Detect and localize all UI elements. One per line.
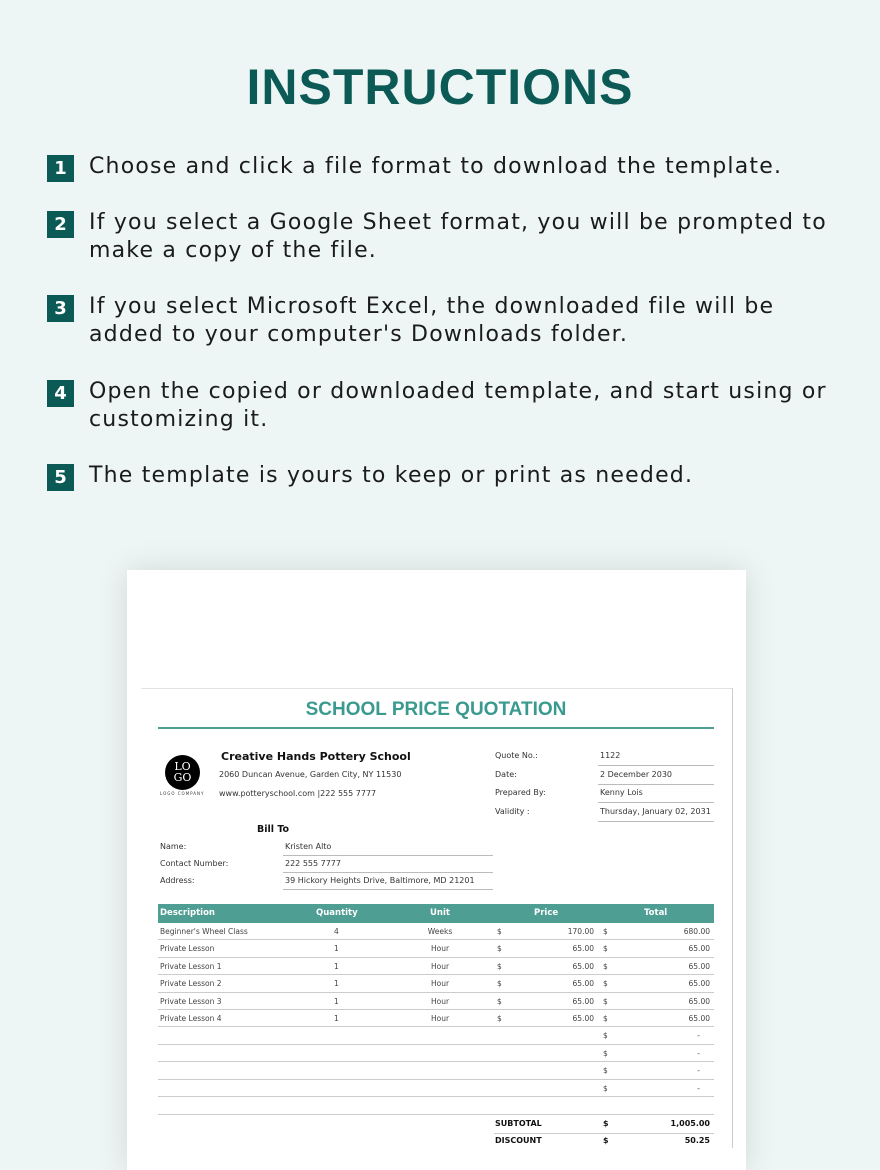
col-unit: Unit — [430, 908, 450, 918]
subtotal-label: SUBTOTAL — [495, 1119, 542, 1128]
meta-label: Prepared By: — [495, 788, 546, 797]
company-contact: www.potteryschool.com |222 555 7777 — [219, 789, 377, 798]
total: 680.00 — [683, 927, 710, 936]
table-row — [158, 1080, 714, 1097]
instruction-step — [47, 464, 849, 491]
bill-to-value: 222 555 7777 — [283, 859, 493, 873]
bill-to-value: 39 Hickory Heights Drive, Baltimore, MD 21201 — [283, 876, 493, 890]
description: Private Lesson 3 — [160, 996, 222, 1006]
quantity: 1 — [334, 944, 339, 954]
table-row: Private Lesson 4 1 Hour $ 65.00 $ 65.00 — [158, 1010, 714, 1027]
price-currency: $ — [497, 961, 502, 971]
col-quantity: Quantity — [316, 908, 358, 918]
bill-to-heading: Bill To — [257, 824, 290, 835]
step-number: 5 — [47, 464, 74, 491]
total: - — [697, 1083, 700, 1093]
table-row: Private Lesson 2 1 Hour $ 65.00 $ 65.00 — [158, 975, 714, 992]
step-number: 4 — [47, 380, 74, 407]
total: - — [697, 1048, 700, 1058]
instruction-step — [47, 380, 849, 434]
currency: $ — [603, 1136, 609, 1145]
meta-value: Kenny Lois — [598, 788, 714, 803]
bill-to-value: Kristen Alto — [283, 842, 493, 856]
table-row: Beginner's Wheel Class 4 Weeks $ 170.00 $ 680.00 — [158, 923, 714, 940]
total: - — [697, 1066, 700, 1076]
table-row: Private Lesson 1 1 Hour $ 65.00 $ 65.00 — [158, 958, 714, 975]
total: - — [697, 1031, 700, 1041]
table-row — [158, 1062, 714, 1079]
subtotal-row — [158, 1115, 714, 1132]
meta-label: Date: — [495, 769, 517, 779]
subtotal-value: 1,005.00 — [670, 1119, 710, 1128]
bill-to-label: Name: — [160, 842, 187, 851]
price: 65.00 — [572, 996, 594, 1006]
total-currency: $ — [603, 1031, 608, 1041]
table-row: Private Lesson 1 Hour $ 65.00 $ 65.00 — [158, 940, 714, 957]
price: 65.00 — [572, 944, 594, 954]
bill-to-label: Address: — [160, 875, 195, 885]
discount-value: 50.25 — [684, 1136, 710, 1145]
step-number: 2 — [47, 211, 74, 238]
company-address: 2060 Duncan Avenue, Garden City, NY 11530 — [219, 770, 402, 779]
price: 65.00 — [572, 979, 594, 989]
discount-label: DISCOUNT — [495, 1136, 542, 1145]
instruction-step — [47, 211, 849, 265]
quantity: 1 — [334, 1014, 339, 1023]
col-total: Total — [644, 908, 668, 918]
total-currency: $ — [603, 1014, 608, 1023]
step-text: If you select a Google Sheet format, you will be prompted to make a copy of the file. — [89, 210, 827, 263]
table-row — [158, 1045, 714, 1062]
total-currency: $ — [603, 1083, 608, 1093]
discount-row — [494, 1133, 714, 1150]
price-currency: $ — [497, 944, 502, 954]
instruction-step — [47, 295, 849, 349]
company-logo — [165, 755, 200, 790]
price-currency: $ — [497, 927, 502, 936]
description: Private Lesson 2 — [160, 979, 222, 989]
table-row: Private Lesson 3 1 Hour $ 65.00 $ 65.00 — [158, 993, 714, 1010]
logo-text: LO GO — [173, 760, 192, 784]
total-currency: $ — [603, 1066, 608, 1076]
quantity: 4 — [334, 927, 339, 936]
meta-label: Quote No.: — [495, 751, 538, 760]
quantity: 1 — [334, 961, 339, 971]
table-header — [158, 904, 714, 923]
description: Private Lesson — [160, 944, 215, 954]
step-text: Open the copied or downloaded template, and start using or customizing it. — [89, 379, 827, 432]
price: 65.00 — [572, 1014, 594, 1023]
col-price: Price — [534, 908, 559, 918]
total: 65.00 — [688, 944, 710, 954]
quotation-title: SCHOOL PRICE QUOTATION — [158, 699, 714, 729]
total-currency: $ — [603, 996, 608, 1006]
table-row — [158, 1027, 714, 1044]
price-currency: $ — [497, 996, 502, 1006]
total: 65.00 — [688, 961, 710, 971]
currency: $ — [603, 1119, 609, 1128]
table-spacer — [158, 1098, 714, 1115]
price: 170.00 — [567, 927, 594, 936]
step-text: Choose and click a file format to download the template. — [89, 154, 783, 179]
instructions-title: INSTRUCTIONS — [246, 59, 634, 115]
total: 65.00 — [688, 996, 710, 1006]
description: Private Lesson 1 — [160, 961, 222, 971]
quantity: 1 — [334, 979, 339, 989]
meta-value: 2 December 2030 — [598, 770, 714, 785]
price-currency: $ — [497, 1014, 502, 1023]
step-text: The template is yours to keep or print as needed. — [89, 463, 694, 488]
bill-to-label: Contact Number: — [160, 858, 229, 868]
total: 65.00 — [688, 979, 710, 989]
step-number: 1 — [47, 155, 74, 182]
step-number: 3 — [47, 295, 74, 322]
col-description: Description — [160, 908, 215, 918]
total-currency: $ — [603, 979, 608, 989]
meta-value: Thursday, January 02, 2031 — [598, 807, 714, 822]
price-currency: $ — [497, 979, 502, 989]
description: Private Lesson 4 — [160, 1014, 222, 1023]
total-currency: $ — [603, 927, 608, 936]
step-text: If you select Microsoft Excel, the downloaded file will be added to your computer's Downloads folder. — [89, 294, 775, 347]
quantity: 1 — [334, 996, 339, 1006]
total-currency: $ — [603, 944, 608, 954]
total-currency: $ — [603, 1048, 608, 1058]
meta-label: Validity : — [495, 806, 530, 816]
company-name: Creative Hands Pottery School — [221, 750, 411, 763]
price: 65.00 — [572, 961, 594, 971]
meta-value: 1122 — [598, 751, 714, 766]
instruction-step — [47, 155, 849, 182]
total-currency: $ — [603, 961, 608, 971]
description: Beginner's Wheel Class — [160, 927, 248, 936]
logo-subtitle: LOGO COMPANY — [160, 791, 205, 796]
total: 65.00 — [688, 1014, 710, 1023]
